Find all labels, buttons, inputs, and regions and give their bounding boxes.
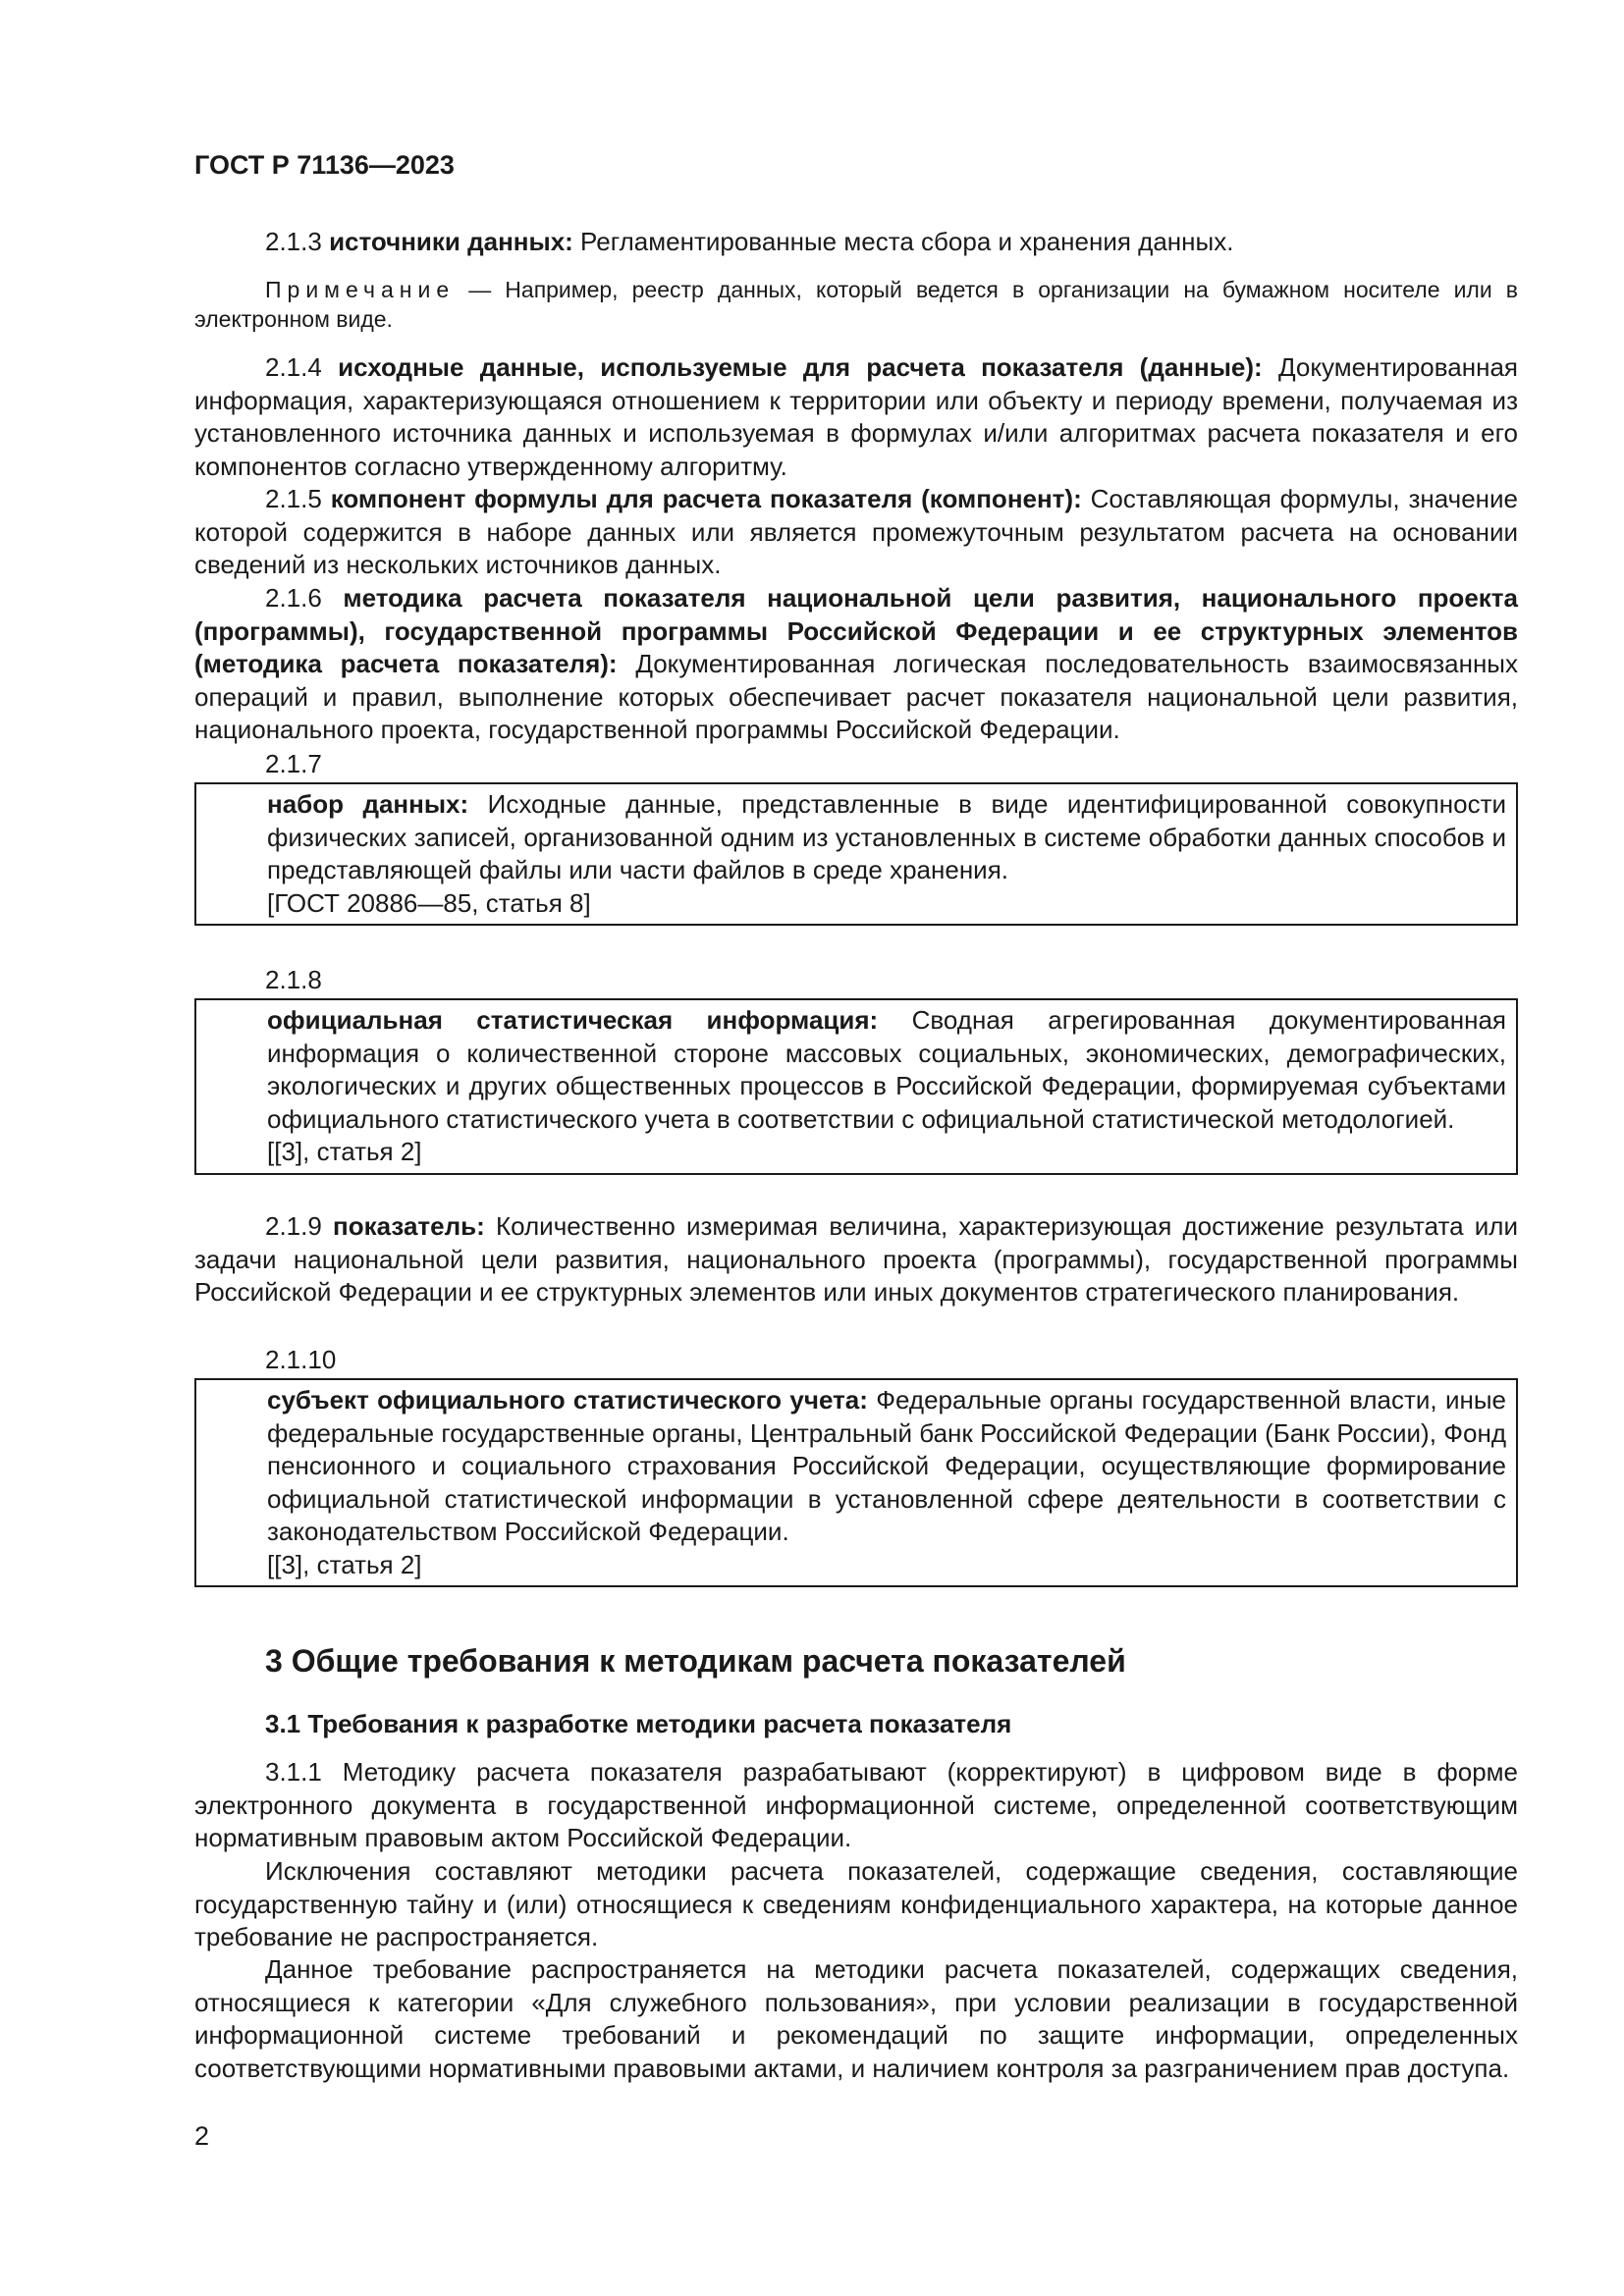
definition-box-2-1-8 (194, 998, 1518, 1175)
definition: Регламентированные места сбора и хранения данных. (572, 227, 1234, 256)
definition: Количественно измеримая величина, характеризующая достижение результата или задачи национальной цели развития, национального проекта (программы), государственной программы Российской Федерации и ее структурных элементов или иных документов стратегического планирования. (194, 1211, 1518, 1307)
boxed-definition (267, 788, 1516, 887)
document-header: ГОСТ Р 71136—2023 (194, 150, 455, 180)
clause-number: 2.1.4 (265, 352, 322, 382)
definition: Федеральные органы государственной власти, иные федеральные государственные органы, Центральный банк Российской Федерации (Банк России), Фонд пенсионного и социального страхования Российской Федерации, осуществляющие формирование официальной статистической информации в установленной сфере деятельности в соответствии с законодательством Российской Федерации. (267, 1385, 1506, 1546)
term: методика расчета показателя национальной цели развития, национального проекта (программы), государственной программы Российской Федерации и ее структурных элементов (методика расчета показателя): (194, 583, 1518, 678)
term: показатель: (333, 1211, 485, 1241)
definition: Составляющая формулы, значение которой содержится в наборе данных или является промежуточным результатом расчета на основании сведений из нескольких источников данных. (194, 484, 1519, 579)
boxed-definition (267, 1384, 1516, 1549)
clause-number-2-1-8: 2.1.8 (265, 965, 322, 994)
note (194, 275, 1518, 334)
clause-number: 2.1.6 (265, 583, 322, 613)
section-heading-3: 3 Общие требования к методикам расчета показателей (265, 1643, 1126, 1679)
definition: Исходные данные, представленные в виде идентифицированной совокупности физических записей, организованной одним из установленных в системе обработки данных способов и представляющей файлы или части файлов в среде хранения. (267, 789, 1507, 884)
paragraph-exceptions: Исключения составляют методики расчета показателей, содержащие сведения, составляющие государственную тайну и (или) относящиеся к сведениям конфиденциального характера, на которые данное требование не распространяется. (194, 1856, 1518, 1951)
paragraph-requirement: Данное требование распространяется на методики расчета показателей, содержащих сведения, относящиеся к категории «Для служебного пользования», при условии реализации в государственной информационной системе требований и рекомендаций по защите информации, определенных соответствующими нормативными правовыми актами, и наличием контроля за разграничением прав доступа. (194, 1954, 1518, 2083)
term: исходные данные, используемые для расчета показателя (данные): (338, 352, 1263, 382)
definition-box-2-1-10 (194, 1378, 1518, 1587)
boxed-definition (267, 1004, 1516, 1136)
source-reference: [ГОСТ 20886—85, статья 8] (267, 887, 591, 918)
clause-number: 2.1.3 (265, 227, 322, 256)
term: официальная статистическая информация: (267, 1005, 879, 1035)
definition-box-2-1-7 (194, 782, 1518, 926)
note-label: Примечание (265, 277, 456, 302)
clause-2-1-4 (194, 351, 1518, 483)
clause-number-2-1-10: 2.1.10 (265, 1345, 337, 1374)
clause-2-1-6 (194, 582, 1518, 747)
source-reference: [[3], статья 2] (267, 1549, 422, 1579)
clause-2-1-9 (194, 1210, 1518, 1309)
clause-2-1-5 (194, 483, 1518, 582)
clause-number: 2.1.9 (265, 1211, 322, 1241)
paragraph-3-1-1: 3.1.1 Методику расчета показателя разрабатывают (корректируют) в цифровом виде в форме электронного документа в государственной информационной системе, определенной соответствующим нормативным правовым актом Российской Федерации. (194, 1757, 1518, 1852)
definition: Сводная агрегированная документированная информация о количественной стороне массовых социальных, экономических, демографических, экологических и других общественных процессов в Российской Федерации, формируемая субъектами официального статистического учета в соответствии с официальной статистической методологией. (267, 1005, 1506, 1134)
term: компонент формулы для расчета показателя (компонент): (330, 484, 1082, 513)
clause-number: 2.1.5 (265, 484, 322, 513)
definition: Документированная логическая последовательность взаимосвязанных операций и правил, выполнение которых обеспечивает расчет показателя национальной цели развития, национального проекта, государственной программы Российской Федерации. (194, 649, 1518, 744)
term: субъект официального статистического учета: (267, 1385, 868, 1415)
page-number: 2 (194, 2121, 210, 2151)
clause-2-1-3 (194, 226, 1518, 259)
source-reference: [[3], статья 2] (267, 1137, 422, 1166)
subsection-heading-3-1: 3.1 Требования к разработке методики расчета показателя (265, 1709, 1012, 1738)
clause-number-2-1-7: 2.1.7 (265, 749, 322, 778)
term: набор данных: (267, 789, 469, 819)
note-text: — Например, реестр данных, который ведется в организации на бумажном носителе или в электронном виде. (194, 277, 1518, 332)
term: источники данных: (329, 227, 573, 256)
definition: Документированная информация, характеризующаяся отношением к территории или объекту и периоду времени, получаемая из установленного источника данных и используемая в формулах и/или алгоритмах расчета показателя и его компонентов согласно утвержденному алгоритму. (194, 352, 1518, 481)
